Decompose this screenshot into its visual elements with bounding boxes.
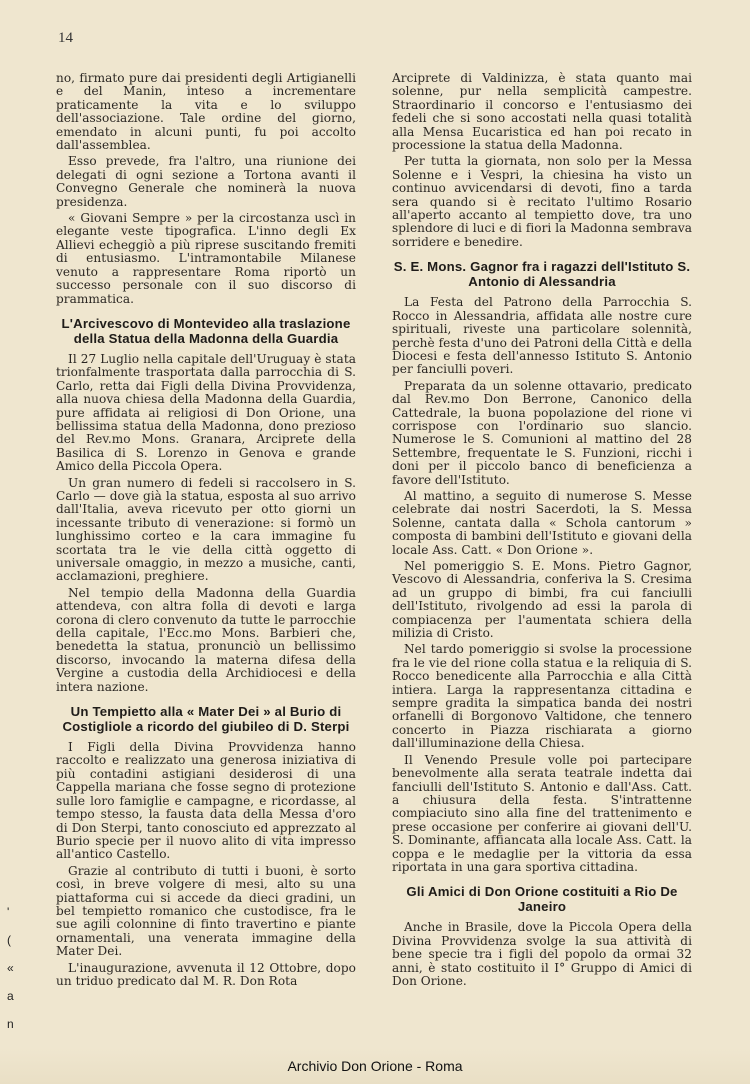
margin-mark: « — [7, 961, 14, 975]
paragraph: Nel tempio della Madonna della Guardia attendeva, con altra folla di devoti e larga corona di clero convenuto da tutte le parrocchie della capitale, l'Ecc.mo Mons. Barbieri che, benedetta la statua, pronunciò un bellissimo discorso, invocando la materna difesa della Vergine a custodia della Archidiocesi e della intera nazione. — [56, 585, 356, 694]
page-number: 14 — [58, 30, 73, 46]
paragraph: Il 27 Luglio nella capitale dell'Uruguay è stata trionfalmente trasportata dalla parrocchia di S. Carlo, retta dai Figli della Divina Provvidenza, alla nuova chiesa della Madonna della Guardia, pure affidata ai religiosi di Don Orione, una bellissima statua della Madonna, dono prezioso del Rev.mo Mons. Granara, Arciprete della Basilica di S. Lorenzo in Genova e grande Amico della Piccola Opera. — [56, 351, 356, 474]
paragraph: Arciprete di Valdinizza, è stata quanto mai solenne, pur nella semplicità campestre. Straordinario il concorso e l'entusiasmo dei fedeli che si sono accostati nella quasi totalità alla Mensa Eucaristica ed han poi recato in processione la statua della Madonna. — [392, 71, 692, 153]
archive-footer: Archivio Don Orione - Roma — [287, 1058, 463, 1074]
article-heading: Un Tempietto alla « Mater Dei » al Burio di Costigliole a ricordo del giubileo di D. Sterpi — [62, 704, 350, 735]
left-column — [56, 72, 356, 991]
article-heading: L'Arcivescovo di Montevideo alla traslazione della Statua della Madonna della Guardia — [61, 315, 351, 346]
paragraph: L'inaugurazione, avvenuta il 12 Ottobre, dopo un triduo predicato dal M. R. Don Rota — [56, 960, 356, 988]
paragraph: Per tutta la giornata, non solo per la Messa Solenne e i Vespri, la chiesina ha visto un continuo avvicendarsi di devoti, fino a tarda sera quando si è recitato l'ultimo Rosario all'aperto accanto al tempietto dove, tra uno splendore di luci e di fiori la Madonna sembrava sorridere e benedire. — [392, 154, 692, 249]
margin-mark: ( — [7, 933, 11, 947]
paragraph: I Figli della Divina Provvidenza hanno raccolto e realizzato una generosa iniziativa di più contadini astigiani desiderosi di una Cappella mariana che fosse segno di protezione sulle loro famiglie e campagne, e ricordasse, al tempo stesso, la fausta data della Messa d'oro di Don Sterpi, tanto conosciuto ed apprezzato al Burio specie per il nuovo alito di vita impresso all'antico Castello. — [56, 740, 356, 862]
paragraph: Esso prevede, fra l'altro, una riunione dei delegati di ogni sezione a Tortona avanti il Convegno Generale che nominerà la nuova presidenza. — [56, 154, 356, 209]
margin-marks — [7, 905, 17, 1045]
margin-mark: n — [7, 1017, 14, 1031]
paragraph: Nel pomeriggio S. E. Mons. Pietro Gagnor, Vescovo di Alessandria, conferiva la S. Cresima ad un gruppo di bimbi, fra cui fanciulli dell'Istituto, rivolgendo ad essi la parola di compiacenza per l'aumentata schiera della milizia di Cristo. — [392, 559, 692, 641]
article-heading: Gli Amici di Don Orione costituiti a Rio De Janeiro — [406, 884, 678, 915]
right-column — [392, 72, 692, 991]
paragraph: Anche in Brasile, dove la Piccola Opera della Divina Provvidenza svolge la sua attività di bene specie tra i figli del popolo da ormai 32 anni, è stato costituito il I° Gruppo di Amici di Don Orione. — [392, 920, 692, 988]
paragraph: Un gran numero di fedeli si raccolsero in S. Carlo — dove già la statua, esposta al suo arrivo dall'Italia, aveva ricevuto per otto giorni un incessante tributo di venerazione: si formò un lunghissimo corteo e la cara immagine fu scortata tra le vie della città oggetto di universale omaggio, in mezzo a musiche, canti, acclamazioni, preghiere. — [56, 475, 356, 584]
paragraph: Grazie al contributo di tutti i buoni, è sorto così, in breve volgere di mesi, alto su una piattaforma cui si accede da dieci gradini, un bel tempietto romanico che custodisce, fra le sue agili colonnine di finto travertino e piante ornamentali, una venerata immagine della Mater Dei. — [56, 863, 356, 959]
paragraph: Al mattino, a seguito di numerose S. Messe celebrate dai nostri Sacerdoti, la S. Messa Solenne, cantata dalla « Schola cantorum » composta di bambini dell'Istituto e giovani della locale Ass. Catt. « Don Orione ». — [392, 488, 692, 557]
paragraph: Nel tardo pomeriggio si svolse la processione fra le vie del rione colla statua e la reliquia di S. Rocco benedicente alla Parrocchia e alla Città intiera. Larga la rappresentanza cittadina e sempre gradita la simpatica banda dei nostri orfanelli di Borgonovo Valtidone, che tennero concerto in Piazza rischiarata a giorno dall'illuminazione della Chiesa. — [392, 642, 692, 751]
margin-mark: ' — [7, 905, 10, 919]
paragraph: La Festa del Patrono della Parrocchia S. Rocco in Alessandria, affidata alle nostre cure spirituali, riveste una particolare solennità, perchè festa d'uno dei Patroni della Città e della Diocesi e festa dell'annesso Istituto S. Antonio per fanciulli poveri. — [392, 295, 692, 377]
paragraph: Preparata da un solenne ottavario, predicato dal Rev.mo Don Berrone, Canonico della Cattedrale, la buona popolazione del rione vi corrispose con l'ordinario suo slancio. Numerose le S. Comunioni al mattino del 28 Settembre, frequentate le S. Funzioni, ricchi i doni per il piccolo banco di beneficienza a favore dell'Istituto. — [392, 378, 692, 487]
margin-mark: a — [7, 989, 14, 1003]
paragraph: no, firmato pure dai presidenti degli Artigianelli e del Manin, inteso a incrementare praticamente la vita e lo sviluppo dell'associazione. Tale ordine del giorno, emendato in alcuni punti, fu poi accolto dall'assemblea. — [56, 71, 356, 153]
article-heading: S. E. Mons. Gagnor fra i ragazzi dell'Istituto S. Antonio di Alessandria — [393, 259, 691, 290]
paragraph: « Giovani Sempre » per la circostanza uscì in elegante veste tipografica. L'inno degli Ex Allievi echeggiò a più riprese suscitando fremiti di entusiasmo. L'intramontabile Milanese venuto a rappresentare Roma riportò un successo personale con il suo discorso di prammatica. — [56, 211, 356, 306]
paragraph: Il Venendo Presule volle poi partecipare benevolmente alla serata teatrale indetta dai fanciulli dell'Istituto S. Antonio e dall'Ass. Catt. a chiusura della festa. S'intrattenne compiaciuto sino alla fine del trattenimento e prese occasione per conferire ai giovani dell'U. S. Dominante, affiancata alla locale Ass. Catt. la coppa e le medaglie per la vittoria da essa riportata in una gara sportiva cittadina. — [392, 752, 692, 874]
